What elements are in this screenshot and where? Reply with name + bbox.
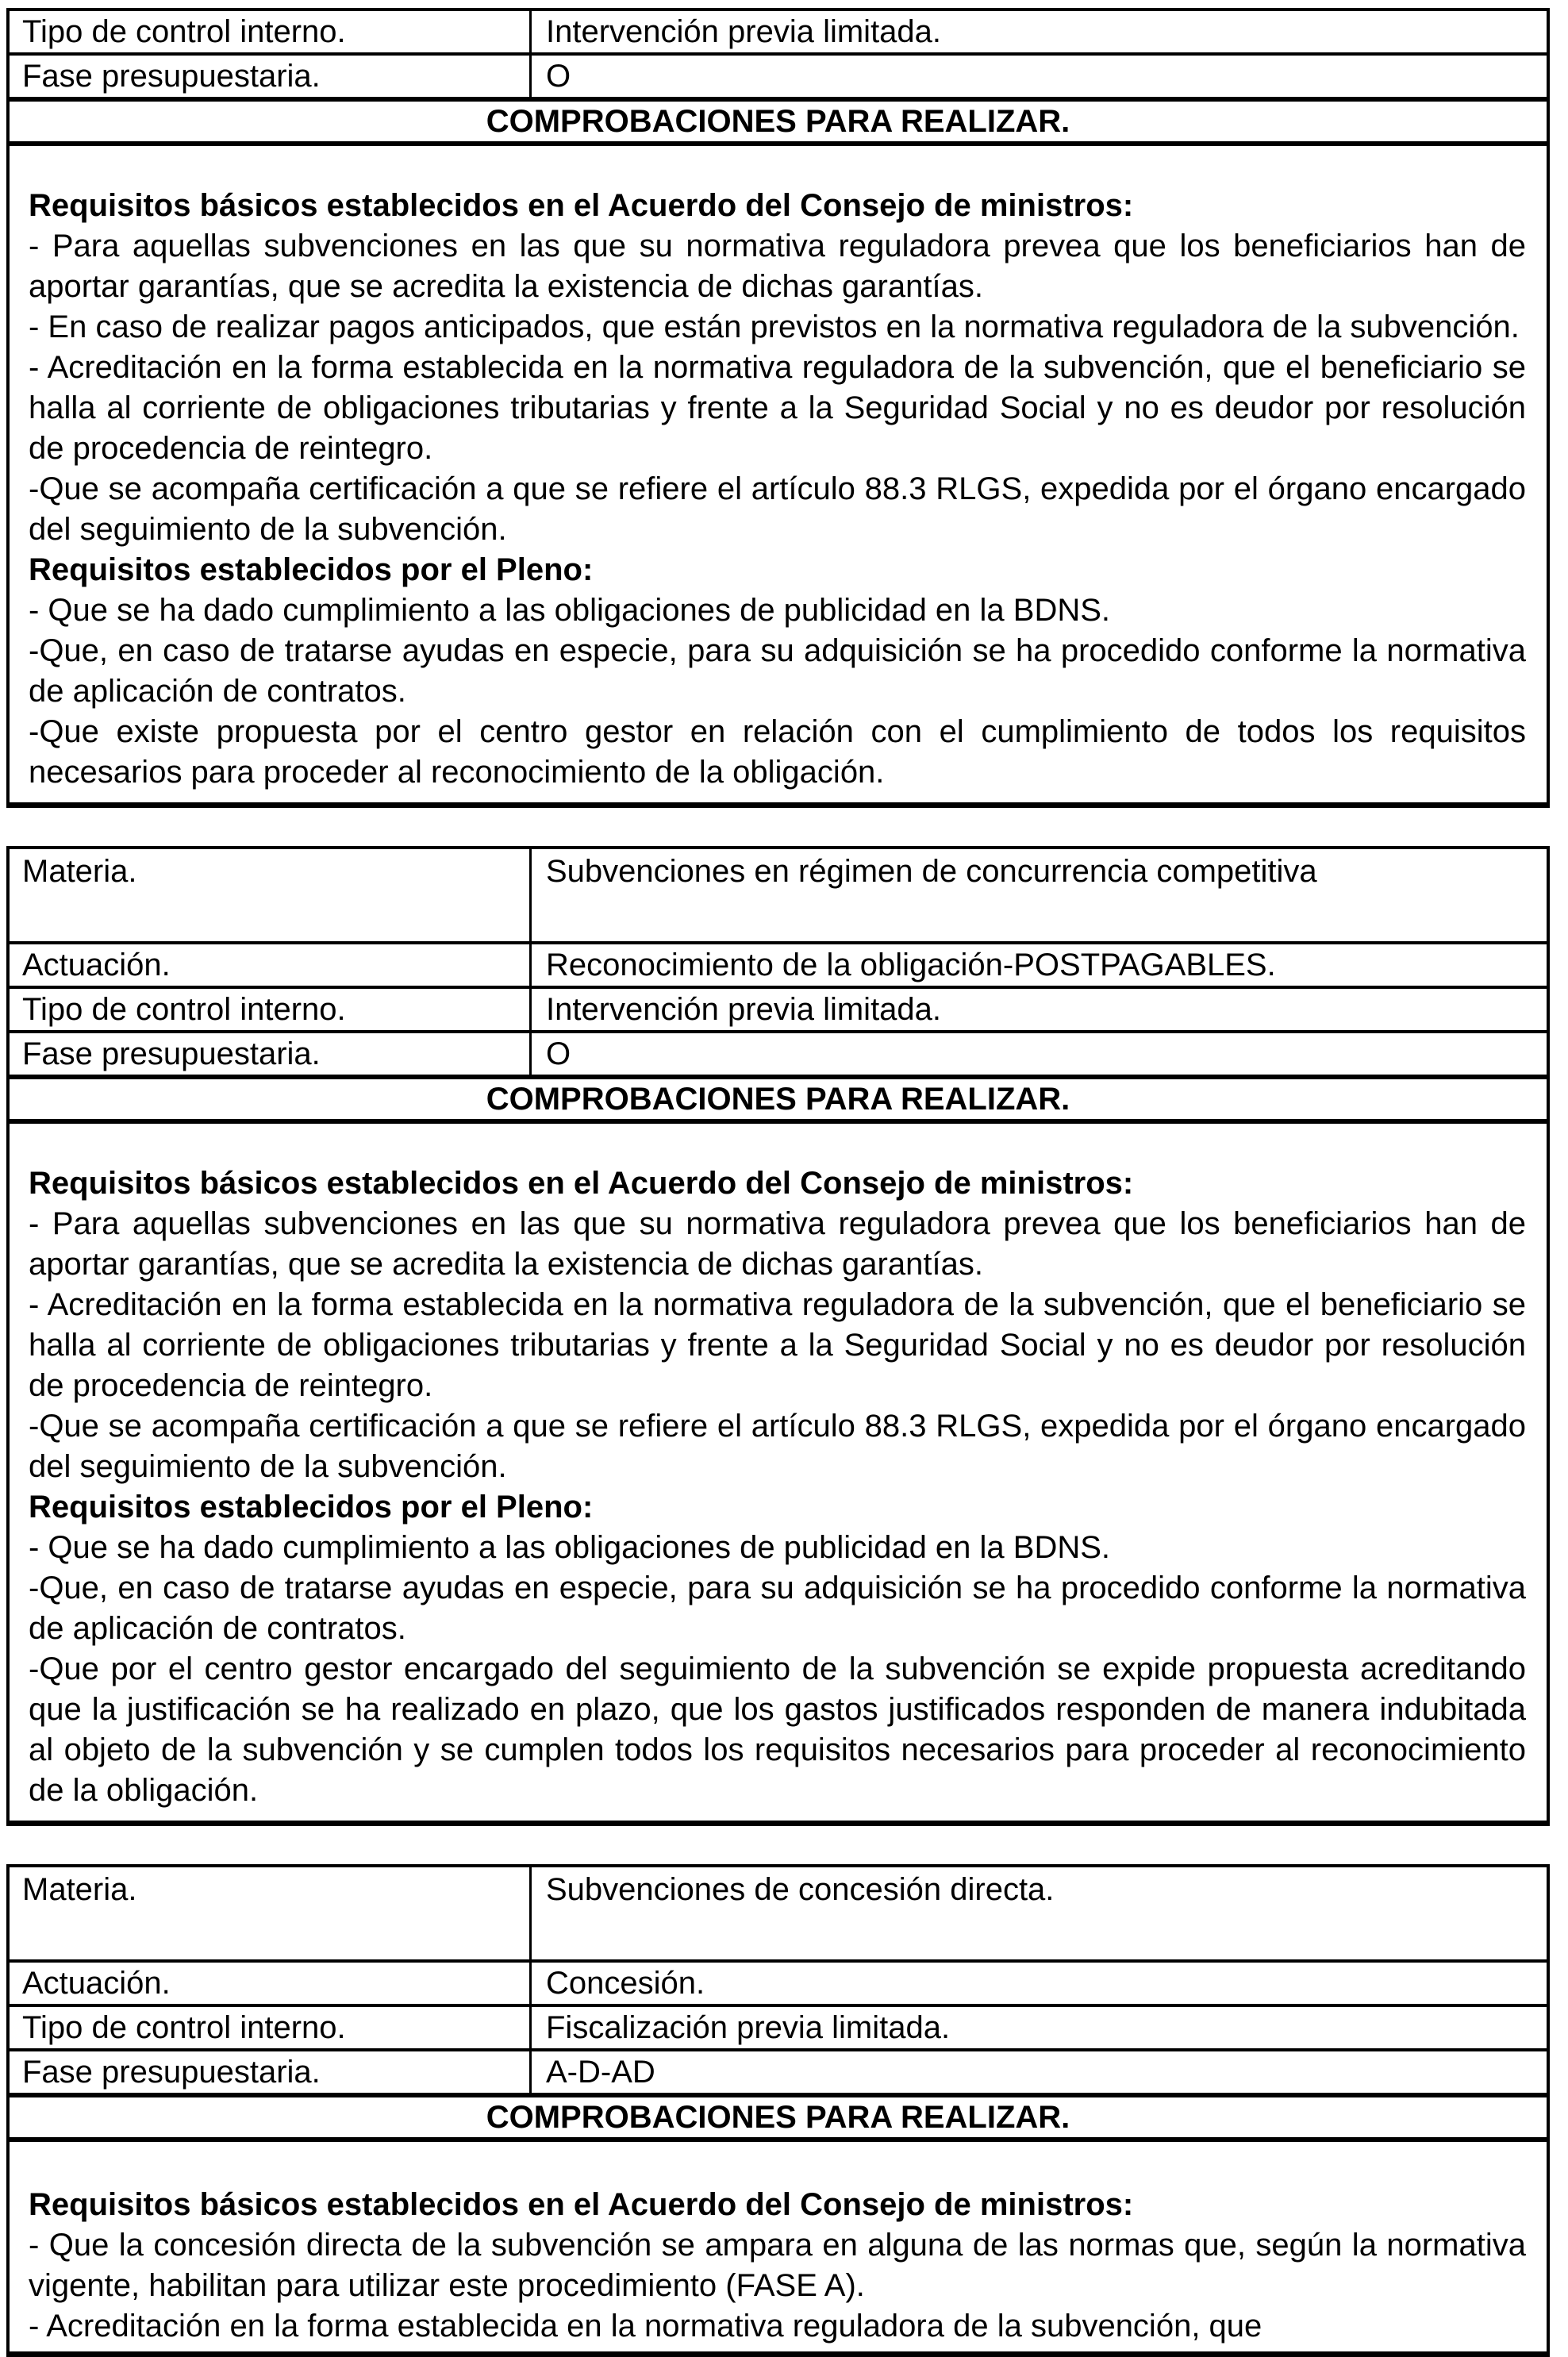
table-row — [10, 849, 1547, 944]
requirement-item: - Que se ha dado cumplimiento a las obligaciones de publicidad en la BDNS. — [29, 1530, 1111, 1565]
requirement-item: -Que, en caso de tratarse ayudas en especie, para su adquisición se ha procedido conforme la normativa de aplicación de contratos. — [29, 633, 1526, 709]
table-row — [10, 1867, 1547, 1963]
requirements-heading: Requisitos básicos establecidos en el Acuerdo del Consejo de ministros: — [29, 188, 1134, 223]
control-table-3 — [6, 1864, 1550, 2357]
requirements-body — [10, 2142, 1547, 2351]
row-label: Actuación. — [10, 1963, 532, 2004]
table-row — [10, 1963, 1547, 2007]
row-value: O — [546, 1036, 571, 1071]
row-label: Materia. — [10, 849, 532, 941]
row-label: Tipo de control interno. — [10, 11, 532, 52]
row-label: Tipo de control interno. — [10, 2007, 532, 2048]
section-header: COMPROBACIONES PARA REALIZAR. — [10, 2097, 1547, 2142]
requirements-body — [10, 146, 1547, 802]
table-row — [10, 56, 1547, 102]
table-row — [10, 146, 1547, 802]
row-value: A-D-AD — [546, 2055, 655, 2090]
row-label: Actuación. — [10, 944, 532, 986]
row-label: Fase presupuestaria. — [10, 1033, 532, 1075]
table-row — [10, 989, 1547, 1033]
requirement-item: - En caso de realizar pagos anticipados, que están previstos en la normativa reguladora de la subvención. — [29, 310, 1520, 344]
requirement-item: - Para aquellas subvenciones en las que su normativa reguladora prevea que los beneficiarios han de aportar garantías, que se acredita la existencia de dichas garantías. — [29, 229, 1526, 304]
row-value: Fiscalización previa limitada. — [546, 2010, 951, 2045]
table-row — [10, 1124, 1547, 1821]
row-label: Materia. — [10, 1867, 532, 1959]
requirements-heading: Requisitos establecidos por el Pleno: — [29, 1490, 594, 1525]
row-value: Reconocimiento de la obligación-POSTPAGABLES. — [546, 948, 1276, 982]
row-value: Subvenciones en régimen de concurrencia competitiva — [546, 854, 1317, 889]
requirement-item: -Que se acompaña certificación a que se refiere el artículo 88.3 RLGS, expedida por el órgano encargado del seguimiento de la subvención. — [29, 471, 1526, 547]
requirements-body — [10, 1124, 1547, 1821]
requirement-item: - Acreditación en la forma establecida en la normativa reguladora de la subvención, que el beneficiario se halla al corriente de obligaciones tributarias y frente a la Seguridad Social y no es deudor por resolución de procedencia de reintegro. — [29, 1287, 1526, 1403]
requirement-item: -Que por el centro gestor encargado del seguimiento de la subvención se expide propuesta acreditando que la justificación se ha realizado en plazo, que los gastos justificados responden de manera indubitada al objeto de la subvención y se cumplen todos los requisitos necesarios para proceder al reconocimiento de la obligación. — [29, 1651, 1526, 1808]
requirement-item: - Para aquellas subvenciones en las que su normativa reguladora prevea que los beneficiarios han de aportar garantías, que se acredita la existencia de dichas garantías. — [29, 1206, 1526, 1282]
requirement-item: - Que se ha dado cumplimiento a las obligaciones de publicidad en la BDNS. — [29, 593, 1111, 628]
row-label: Fase presupuestaria. — [10, 56, 532, 97]
table-spacer — [6, 1826, 1568, 1864]
table-row — [10, 1033, 1547, 1079]
requirement-item-truncated: - Acreditación en la forma establecida en la normativa reguladora de la subvención, que — [29, 2309, 1262, 2344]
requirement-item: -Que se acompaña certificación a que se refiere el artículo 88.3 RLGS, expedida por el órgano encargado del seguimiento de la subvención. — [29, 1409, 1526, 1484]
requirements-heading: Requisitos básicos establecidos en el Acuerdo del Consejo de ministros: — [29, 1166, 1134, 1201]
table-row — [10, 2007, 1547, 2051]
table-row — [10, 2051, 1547, 2097]
requirement-item: -Que, en caso de tratarse ayudas en especie, para su adquisición se ha procedido conforme la normativa de aplicación de contratos. — [29, 1571, 1526, 1646]
row-label: Tipo de control interno. — [10, 989, 532, 1030]
requirements-heading: Requisitos básicos establecidos en el Acuerdo del Consejo de ministros: — [29, 2187, 1134, 2222]
row-value: Intervención previa limitada. — [546, 14, 942, 49]
row-value: O — [546, 59, 571, 94]
requirement-item: - Acreditación en la forma establecida en la normativa reguladora de la subvención, que el beneficiario se halla al corriente de obligaciones tributarias y frente a la Seguridad Social y no es deudor por resolución de procedencia de reintegro. — [29, 350, 1526, 466]
control-table-1 — [6, 8, 1550, 808]
control-table-2 — [6, 846, 1550, 1826]
row-value: Subvenciones de concesión directa. — [546, 1872, 1055, 1907]
table-row — [10, 2142, 1547, 2351]
section-header: COMPROBACIONES PARA REALIZAR. — [10, 102, 1547, 146]
row-label: Fase presupuestaria. — [10, 2051, 532, 2093]
row-value: Concesión. — [546, 1966, 705, 2001]
requirement-item: -Que existe propuesta por el centro gestor en relación con el cumplimiento de todos los requisitos necesarios para proceder al reconocimiento de la obligación. — [29, 714, 1526, 790]
row-value: Intervención previa limitada. — [546, 992, 942, 1027]
section-header: COMPROBACIONES PARA REALIZAR. — [10, 1079, 1547, 1124]
requirement-item: - Que la concesión directa de la subvención se ampara en alguna de las normas que, según la normativa vigente, habilitan para utilizar este procedimiento (FASE A). — [29, 2228, 1526, 2303]
table-row — [10, 11, 1547, 56]
table-spacer — [6, 808, 1568, 846]
requirements-heading: Requisitos establecidos por el Pleno: — [29, 552, 594, 587]
table-row — [10, 944, 1547, 989]
